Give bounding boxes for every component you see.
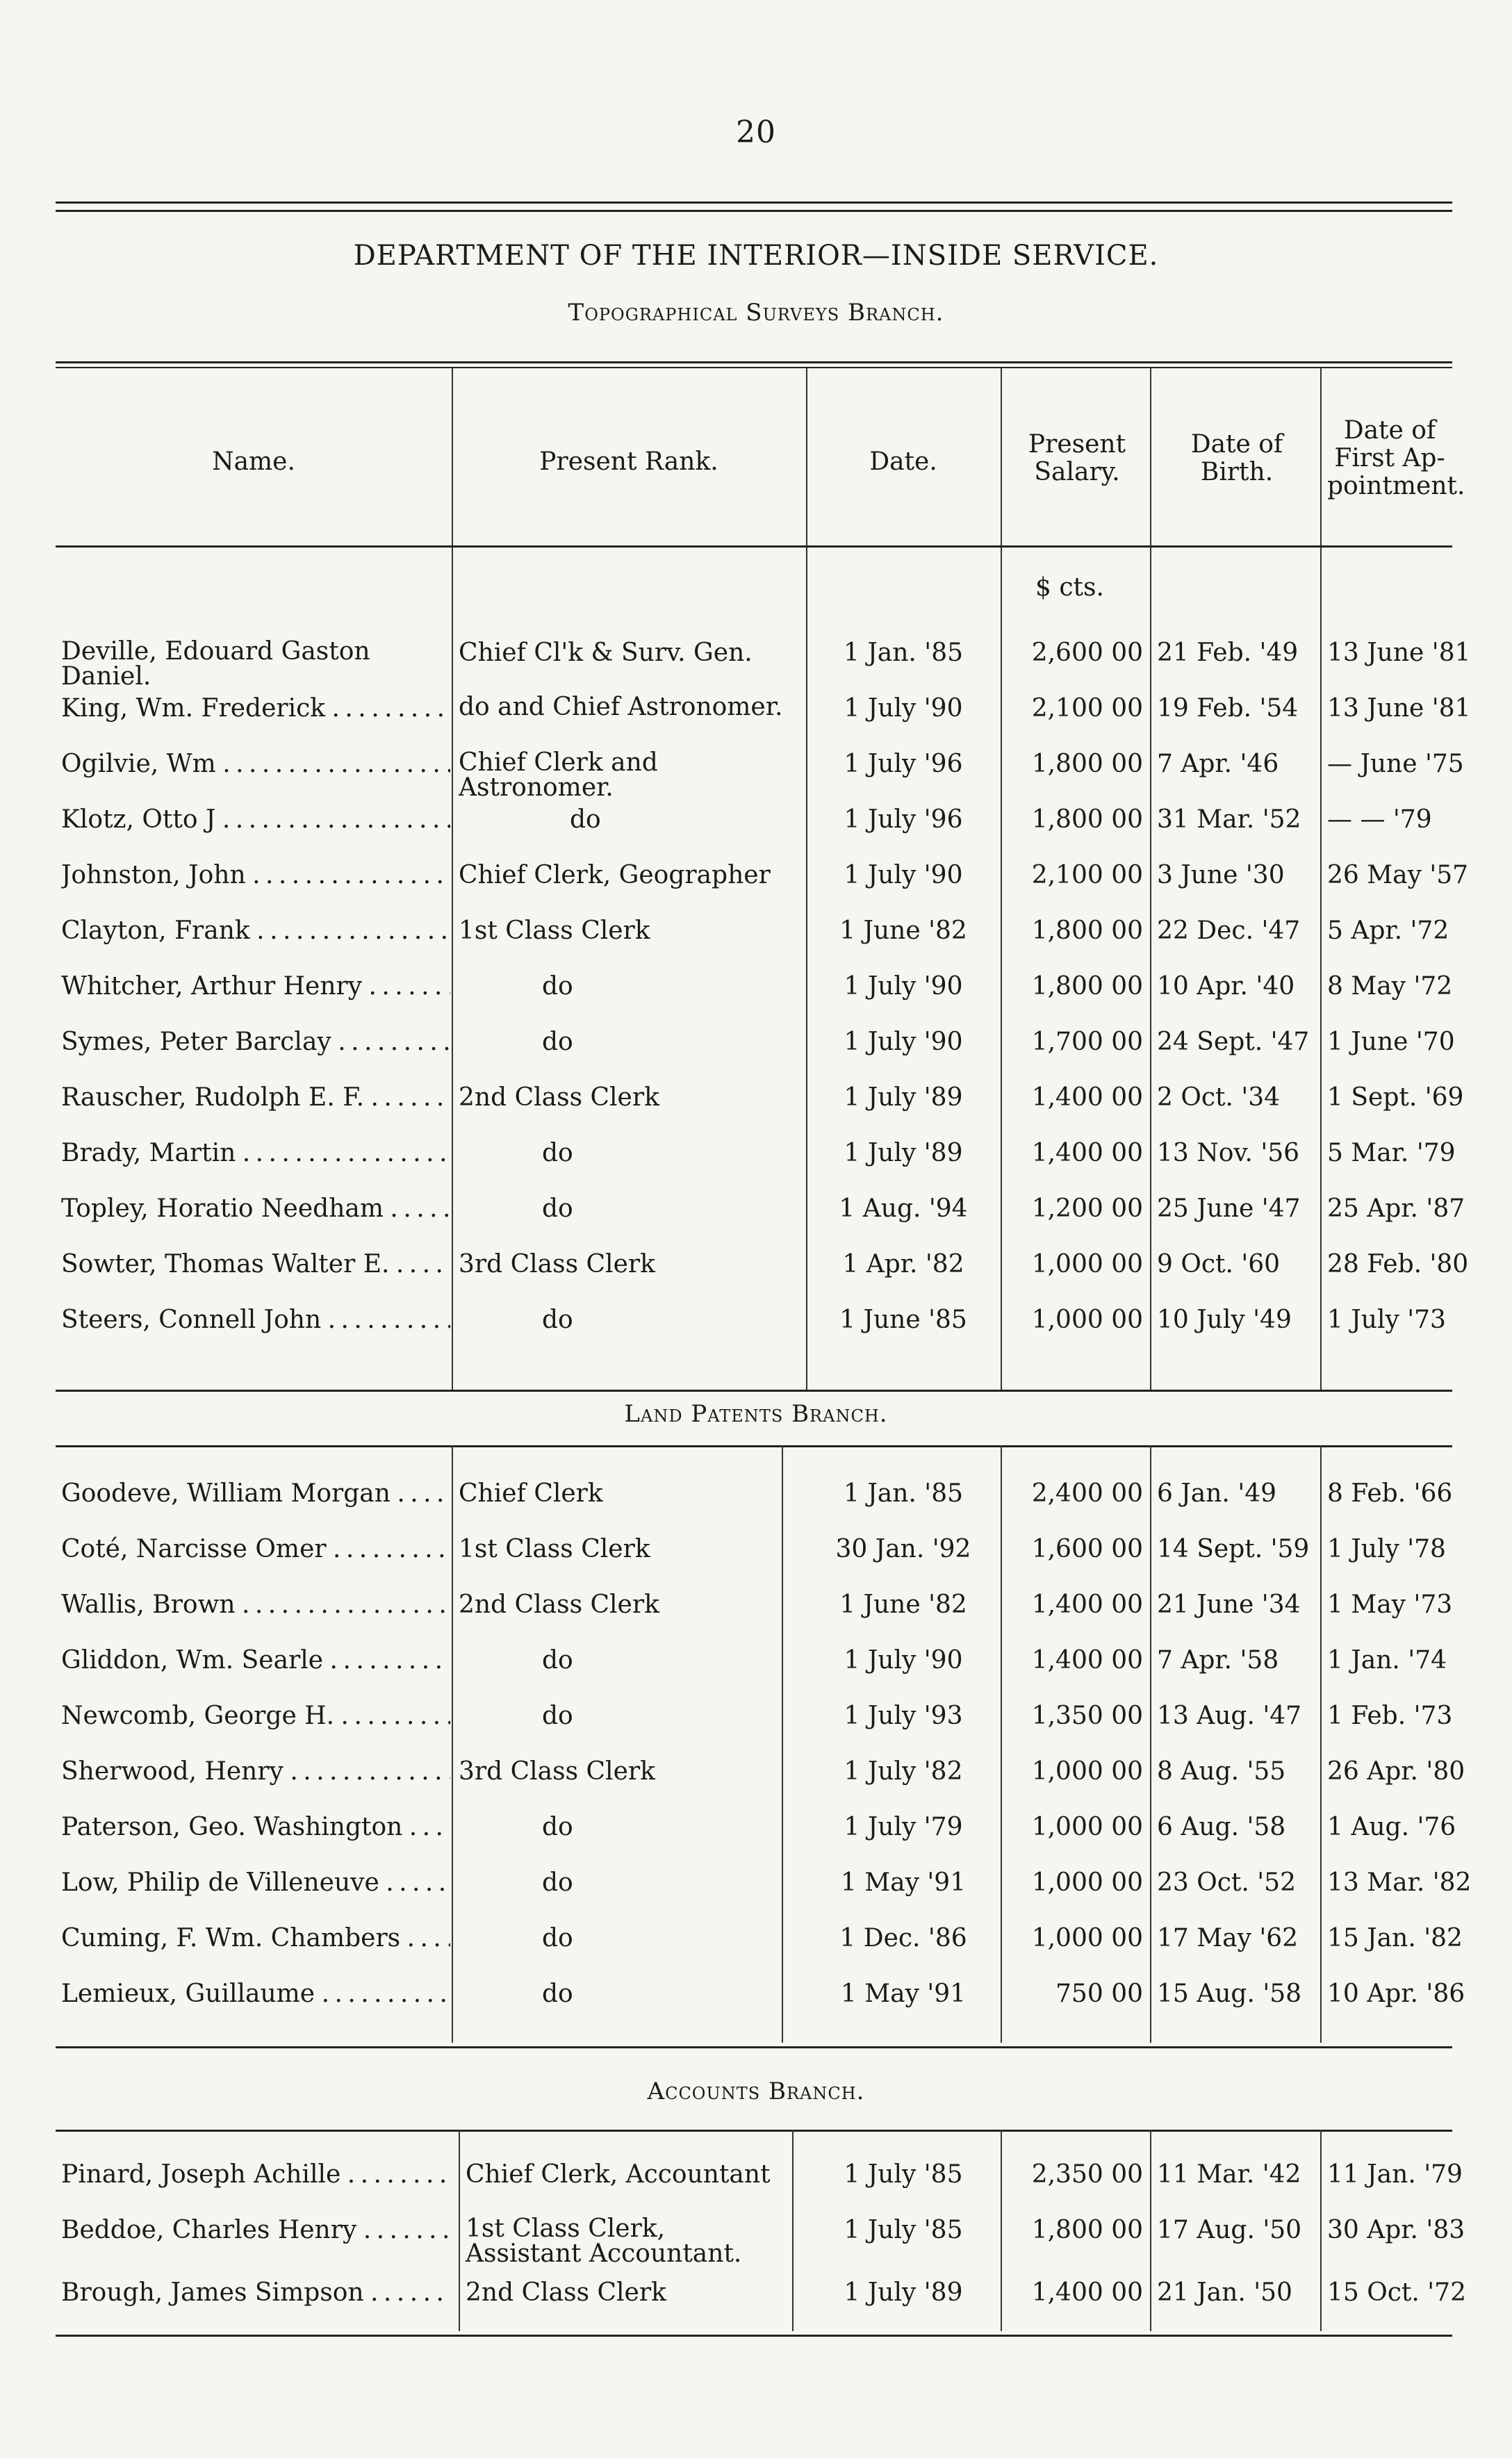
- cell-date: 1 July '89: [844, 1139, 963, 1167]
- cell-first: 13 June '81: [1327, 639, 1471, 667]
- cell-birth: 10 Apr. '40: [1157, 972, 1295, 1001]
- cell-name: Topley, Horatio Needham . . .: [61, 1195, 450, 1223]
- cell-salary: 2,100 00: [1031, 694, 1143, 723]
- cell-date: 1 June '82: [839, 1590, 967, 1619]
- cell-salary: 2,600 00: [1031, 639, 1143, 667]
- cell-salary: 1,000 00: [1031, 1868, 1143, 1897]
- cell-first: 13 June '81: [1327, 694, 1471, 723]
- cell-rank: do and Chief Astronomer.: [459, 693, 783, 721]
- cell-name: Gliddon, Wm. Searle . . .: [61, 1647, 450, 1675]
- cell-name: King, Wm. Frederick . . .: [61, 695, 450, 723]
- cell-date: 1 June '85: [839, 1306, 967, 1334]
- cell-salary: 1,000 00: [1031, 1250, 1143, 1278]
- header-date: Date.: [869, 447, 937, 476]
- cell-name: Brough, James Simpson . . .: [61, 2279, 450, 2307]
- cell-first: 1 Jan. '74: [1327, 1646, 1447, 1675]
- cell-birth: 11 Mar. '42: [1157, 2160, 1301, 2189]
- cell-date: 1 July '82: [844, 1757, 963, 1786]
- cell-date: 1 July '96: [844, 750, 963, 778]
- cell-rank: do: [542, 1980, 573, 2008]
- cell-rank: do: [542, 1702, 573, 1730]
- section-title-land-patents: Land Patents Branch.: [624, 1400, 888, 1428]
- cell-date: 1 May '91: [840, 1980, 967, 2008]
- cell-salary: 1,350 00: [1031, 1702, 1143, 1730]
- double-rule-bottom: [56, 210, 1452, 212]
- cell-first: 8 May '72: [1327, 972, 1453, 1001]
- column-divider: [1150, 2130, 1151, 2331]
- cell-first: 1 May '73: [1327, 1590, 1453, 1619]
- section-rule: [56, 1390, 1452, 1392]
- section-title-topographical: Topographical Surveys Branch.: [568, 299, 944, 327]
- cell-date: 1 July '85: [844, 2216, 963, 2244]
- cell-date: 1 July '79: [844, 1813, 963, 1841]
- cell-rank: 2nd Class Clerk: [459, 1083, 659, 1112]
- cell-first: 13 Mar. '82: [1327, 1868, 1472, 1897]
- cell-rank: do: [542, 972, 573, 1001]
- cell-date: 1 July '90: [844, 861, 963, 889]
- cell-birth: 15 Aug. '58: [1157, 1980, 1302, 2008]
- cell-rank: do: [542, 1646, 573, 1675]
- bottom-rule: [56, 2335, 1452, 2337]
- cell-first: 26 Apr. '80: [1327, 1757, 1465, 1786]
- cell-rank: do: [542, 1868, 573, 1897]
- cell-date: 30 Jan. '92: [835, 1535, 971, 1563]
- cell-rank: 3rd Class Clerk: [459, 1757, 655, 1786]
- cell-birth: 21 Jan. '50: [1157, 2278, 1292, 2307]
- cell-name: Sowter, Thomas Walter E. . . .: [61, 1251, 450, 1278]
- cell-date: 1 May '91: [840, 1868, 967, 1897]
- cell-salary: 1,800 00: [1031, 750, 1143, 778]
- cell-name: Whitcher, Arthur Henry . . .: [61, 973, 450, 1001]
- cell-date: 1 July '89: [844, 2278, 963, 2307]
- cell-salary: 1,200 00: [1031, 1194, 1143, 1223]
- cell-birth: 7 Apr. '46: [1157, 750, 1279, 778]
- cell-date: 1 Dec. '86: [839, 1924, 967, 1952]
- cell-salary: 750 00: [1055, 1980, 1143, 2008]
- cell-date: 1 Apr. '82: [842, 1250, 964, 1278]
- cell-date: 1 July '85: [844, 2160, 963, 2189]
- cell-birth: 17 Aug. '50: [1157, 2216, 1302, 2244]
- header-name: Name.: [212, 447, 295, 476]
- cell-rank: Chief Clerk, Accountant: [466, 2160, 771, 2189]
- cell-rank: Chief Clerk and Astronomer.: [459, 748, 658, 802]
- cell-name: Low, Philip de Villeneuve . . .: [61, 1869, 450, 1897]
- cell-rank: 3rd Class Clerk: [459, 1250, 655, 1278]
- currency-label: $ cts.: [1035, 573, 1104, 602]
- cell-date: 1 Jan. '85: [843, 1479, 964, 1508]
- cell-salary: 2,400 00: [1031, 1479, 1143, 1508]
- column-divider: [782, 1445, 783, 2043]
- column-divider: [1320, 368, 1322, 1390]
- cell-first: 10 Apr. '86: [1327, 1980, 1465, 2008]
- cell-first: 5 Apr. '72: [1327, 916, 1449, 945]
- cell-birth: 24 Sept. '47: [1157, 1028, 1310, 1056]
- cell-name: Ogilvie, Wm . . .: [61, 750, 450, 778]
- cell-salary: 1,800 00: [1031, 972, 1143, 1001]
- cell-rank: do: [542, 1306, 573, 1334]
- cell-rank: 1st Class Clerk, Assistant Accountant.: [466, 2214, 742, 2268]
- cell-first: 15 Oct. '72: [1327, 2278, 1466, 2307]
- cell-first: 1 Sept. '69: [1327, 1083, 1464, 1112]
- column-divider: [452, 368, 453, 1390]
- cell-first: 26 May '57: [1327, 861, 1469, 889]
- column-divider: [1320, 1445, 1322, 2043]
- cell-date: 1 July '89: [844, 1083, 963, 1112]
- cell-birth: 7 Apr. '58: [1157, 1646, 1279, 1675]
- cell-first: 28 Feb. '80: [1327, 1250, 1469, 1278]
- cell-name: Johnston, John . . .: [61, 862, 450, 889]
- cell-first: 8 Feb. '66: [1327, 1479, 1453, 1508]
- cell-date: 1 July '90: [844, 1028, 963, 1056]
- cell-salary: 1,600 00: [1031, 1535, 1143, 1563]
- section-rule: [56, 2046, 1452, 2048]
- cell-name: Steers, Connell John . . .: [61, 1306, 450, 1334]
- cell-rank: do: [542, 1194, 573, 1223]
- cell-birth: 21 June '34: [1157, 1590, 1301, 1619]
- cell-birth: 2 Oct. '34: [1157, 1083, 1281, 1112]
- cell-name: Sherwood, Henry . . .: [61, 1758, 450, 1786]
- cell-salary: 1,000 00: [1031, 1924, 1143, 1952]
- cell-birth: 13 Nov. '56: [1157, 1139, 1300, 1167]
- double-rule-top: [56, 202, 1452, 204]
- cell-name: Newcomb, George H. . . .: [61, 1702, 450, 1730]
- cell-rank: 2nd Class Clerk: [466, 2278, 666, 2307]
- cell-first: 1 July '73: [1327, 1306, 1446, 1334]
- cell-salary: 1,000 00: [1031, 1757, 1143, 1786]
- cell-date: 1 July '90: [844, 972, 963, 1001]
- cell-name: Paterson, Geo. Washington . . .: [61, 1814, 450, 1841]
- column-divider: [1001, 1445, 1002, 2043]
- cell-birth: 25 June '47: [1157, 1194, 1301, 1223]
- cell-salary: 1,000 00: [1031, 1306, 1143, 1334]
- column-divider: [1001, 368, 1002, 1390]
- header-salary: Present Salary.: [1028, 430, 1126, 486]
- cell-birth: 21 Feb. '49: [1157, 639, 1299, 667]
- cell-birth: 13 Aug. '47: [1157, 1702, 1302, 1730]
- column-divider: [1150, 1445, 1151, 2043]
- cell-salary: 1,000 00: [1031, 1813, 1143, 1841]
- cell-birth: 8 Aug. '55: [1157, 1757, 1286, 1786]
- department-title: DEPARTMENT OF THE INTERIOR—INSIDE SERVICE.: [353, 240, 1159, 272]
- cell-birth: 23 Oct. '52: [1157, 1868, 1296, 1897]
- cell-birth: 6 Jan. '49: [1157, 1479, 1277, 1508]
- cell-salary: 1,400 00: [1031, 2278, 1143, 2307]
- cell-rank: do: [570, 805, 601, 834]
- cell-name: Klotz, Otto J . . .: [61, 806, 450, 834]
- cell-salary: 1,800 00: [1031, 2216, 1143, 2244]
- cell-date: 1 June '82: [839, 916, 967, 945]
- cell-name: Beddoe, Charles Henry . . .: [61, 2217, 450, 2244]
- cell-first: 1 Aug. '76: [1327, 1813, 1456, 1841]
- cell-rank: do: [542, 1028, 573, 1056]
- cell-salary: 1,800 00: [1031, 805, 1143, 834]
- cell-first: — — '79: [1327, 805, 1432, 834]
- column-divider: [452, 1445, 453, 2043]
- cell-date: 1 July '90: [844, 694, 963, 723]
- cell-date: 1 Aug. '94: [839, 1194, 968, 1223]
- column-divider: [1150, 368, 1151, 1390]
- cell-salary: 1,400 00: [1031, 1590, 1143, 1619]
- cell-birth: 22 Dec. '47: [1157, 916, 1301, 945]
- cell-rank: Chief Clerk: [459, 1479, 603, 1508]
- cell-birth: 9 Oct. '60: [1157, 1250, 1281, 1278]
- cell-first: 11 Jan. '79: [1327, 2160, 1463, 2189]
- cell-date: 1 July '96: [844, 805, 963, 834]
- cell-salary: 1,400 00: [1031, 1646, 1143, 1675]
- cell-rank: do: [542, 1924, 573, 1952]
- cell-rank: 2nd Class Clerk: [459, 1590, 659, 1619]
- header-birth: Date of Birth.: [1190, 430, 1283, 486]
- section-title-accounts: Accounts Branch.: [647, 2078, 865, 2105]
- cell-birth: 17 May '62: [1157, 1924, 1299, 1952]
- cell-birth: 14 Sept. '59: [1157, 1535, 1310, 1563]
- cell-name: Clayton, Frank . . .: [61, 917, 450, 945]
- cell-salary: 2,100 00: [1031, 861, 1143, 889]
- cell-birth: 3 June '30: [1157, 861, 1285, 889]
- cell-first: 15 Jan. '82: [1327, 1924, 1463, 1952]
- cell-birth: 19 Feb. '54: [1157, 694, 1299, 723]
- cell-first: 5 Mar. '79: [1327, 1139, 1456, 1167]
- cell-name: Cuming, F. Wm. Chambers . . .: [61, 1925, 450, 1952]
- cell-first: 1 Feb. '73: [1327, 1702, 1453, 1730]
- cell-birth: 10 July '49: [1157, 1306, 1292, 1334]
- cell-first: 1 July '78: [1327, 1535, 1446, 1563]
- cell-rank: do: [542, 1813, 573, 1841]
- column-divider: [1320, 2130, 1322, 2331]
- cell-name: Pinard, Joseph Achille . . .: [61, 2161, 450, 2189]
- cell-name: Symes, Peter Barclay . . .: [61, 1028, 450, 1056]
- cell-salary: 2,350 00: [1031, 2160, 1143, 2189]
- header-first-appointment: Date of First Ap-pointment.: [1327, 416, 1465, 500]
- column-divider: [806, 368, 807, 1390]
- cell-name: Brady, Martin . . .: [61, 1140, 450, 1167]
- cell-first: 30 Apr. '83: [1327, 2216, 1465, 2244]
- cell-name: Rauscher, Rudolph E. F. . . .: [61, 1084, 450, 1112]
- cell-salary: 1,800 00: [1031, 916, 1143, 945]
- cell-date: 1 Jan. '85: [843, 639, 964, 667]
- cell-date: 1 July '90: [844, 1646, 963, 1675]
- cell-name: Deville, Edouard Gaston Daniel.: [61, 639, 370, 689]
- cell-salary: 1,400 00: [1031, 1083, 1143, 1112]
- cell-name: Lemieux, Guillaume . . .: [61, 1980, 450, 2008]
- page-number: 20: [736, 115, 776, 150]
- cell-date: 1 July '93: [844, 1702, 963, 1730]
- cell-rank: 1st Class Clerk: [459, 916, 650, 945]
- cell-birth: 6 Aug. '58: [1157, 1813, 1286, 1841]
- cell-rank: 1st Class Clerk: [459, 1535, 650, 1563]
- cell-name: Wallis, Brown . . .: [61, 1591, 450, 1619]
- column-divider: [1001, 2130, 1002, 2331]
- cell-first: — June '75: [1327, 750, 1464, 778]
- cell-first: 1 June '70: [1327, 1028, 1455, 1056]
- cell-salary: 1,400 00: [1031, 1139, 1143, 1167]
- cell-first: 25 Apr. '87: [1327, 1194, 1465, 1223]
- header-bottom-rule: [56, 545, 1452, 548]
- header-rank: Present Rank.: [539, 447, 718, 476]
- cell-salary: 1,700 00: [1031, 1028, 1143, 1056]
- cell-rank: do: [542, 1139, 573, 1167]
- cell-rank: Chief Clerk, Geographer: [459, 861, 771, 889]
- cell-rank: Chief Cl'k & Surv. Gen.: [459, 639, 753, 667]
- column-divider: [459, 2130, 460, 2331]
- cell-birth: 31 Mar. '52: [1157, 805, 1301, 834]
- cell-name: Goodeve, William Morgan . . .: [61, 1480, 450, 1508]
- cell-name: Coté, Narcisse Omer . . .: [61, 1536, 450, 1563]
